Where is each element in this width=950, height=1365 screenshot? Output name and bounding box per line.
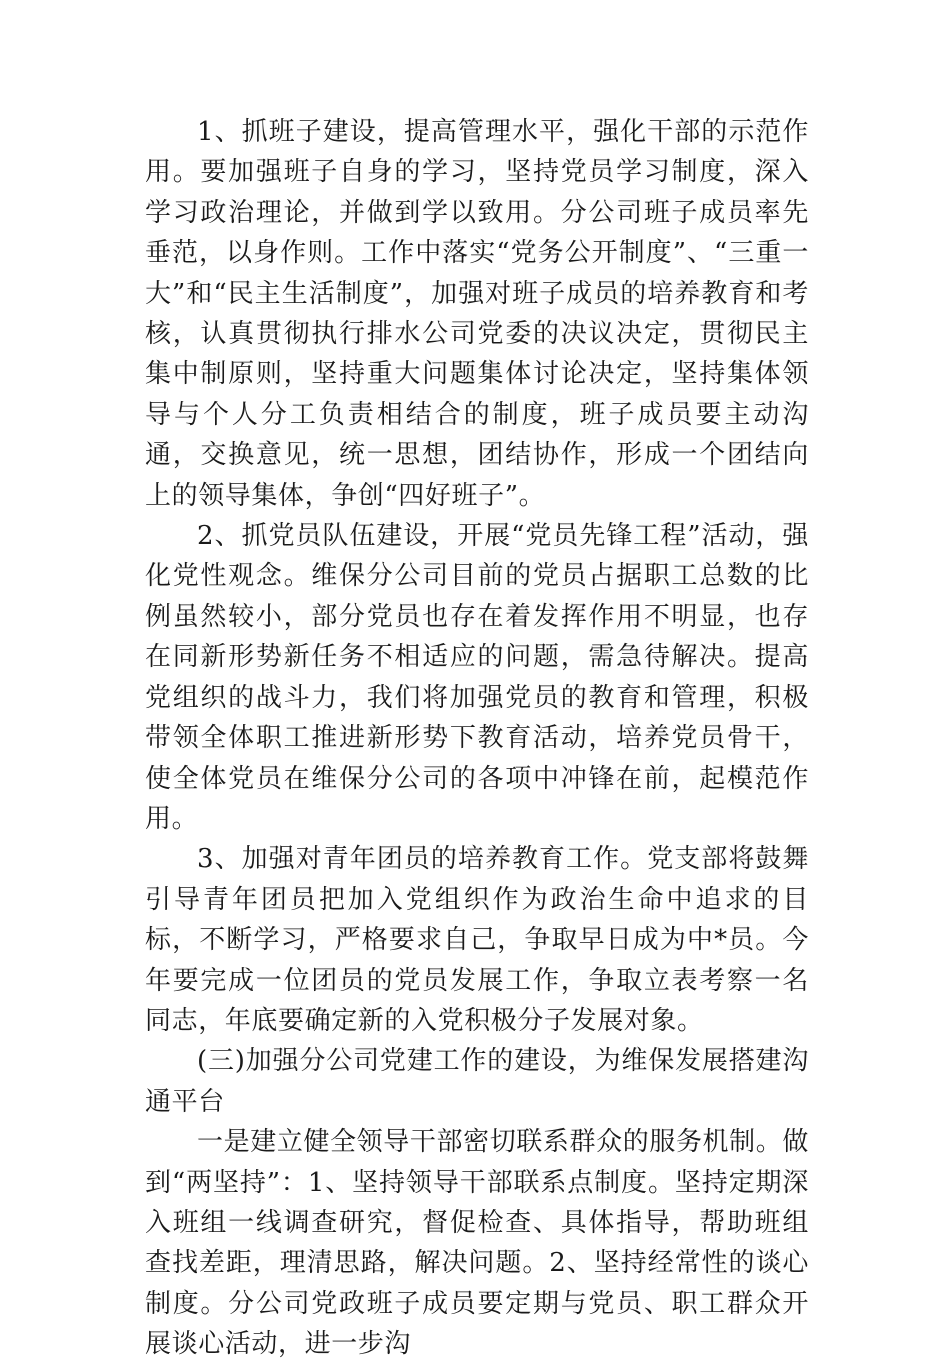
paragraph-youth-league: 3、加强对青年团员的培养教育工作。党支部将鼓舞引导青年团员把加入党组织作为政治生命中追求的目标，不断学习，严格要求自己，争取早日成为中*员。今年要完成一位团员的党员发展工作，争取立表考察一名同志，年底要确定新的入党积极分子发展对象。 xyxy=(145,844,809,1036)
document-body xyxy=(145,112,809,1365)
paragraph-liaison-mechanism: 一是建立健全领导干部密切联系群众的服务机制。做到“两坚持”：1、坚持领导干部联系点制度。坚持定期深入班组一线调查研究，督促检查、具体指导，帮助班组查找差距，理清思路，解决问题。2、坚持经常性的谈心制度。分公司党政班子成员要定期与党员、职工群众开展谈心活动，进一步沟 xyxy=(145,1127,809,1360)
section-heading-three: (三)加强分公司党建工作的建设，为维保发展搭建沟通平台 xyxy=(145,1046,809,1117)
paragraph-party-members: 2、抓党员队伍建设，开展“党员先锋工程”活动，强化党性观念。维保分公司目前的党员占据职工总数的比例虽然较小，部分党员也存在着发挥作用不明显，也存在同新形势新任务不相适应的问题，需急待解决。提高党组织的战斗力，我们将加强党员的教育和管理，积极带领全体职工推进新形势下教育活动，培养党员骨干，使全体党员在维保分公司的各项中冲锋在前，起模范作用。 xyxy=(145,521,809,834)
paragraph-team-building: 1、抓班子建设，提高管理水平，强化干部的示范作用。要加强班子自身的学习，坚持党员学习制度，深入学习政治理论，并做到学以致用。分公司班子成员率先垂范，以身作则。工作中落实“党务公开制度”、“三重一大”和“民主生活制度”，加强对班子成员的培养教育和考核，认真贯彻执行排水公司党委的决议决定，贯彻民主集中制原则，坚持重大问题集体讨论决定，坚持集体领导与个人分工负责相结合的制度，班子成员要主动沟通，交换意见，统一思想，团结协作，形成一个团结向上的领导集体，争创“四好班子”。 xyxy=(145,117,809,511)
